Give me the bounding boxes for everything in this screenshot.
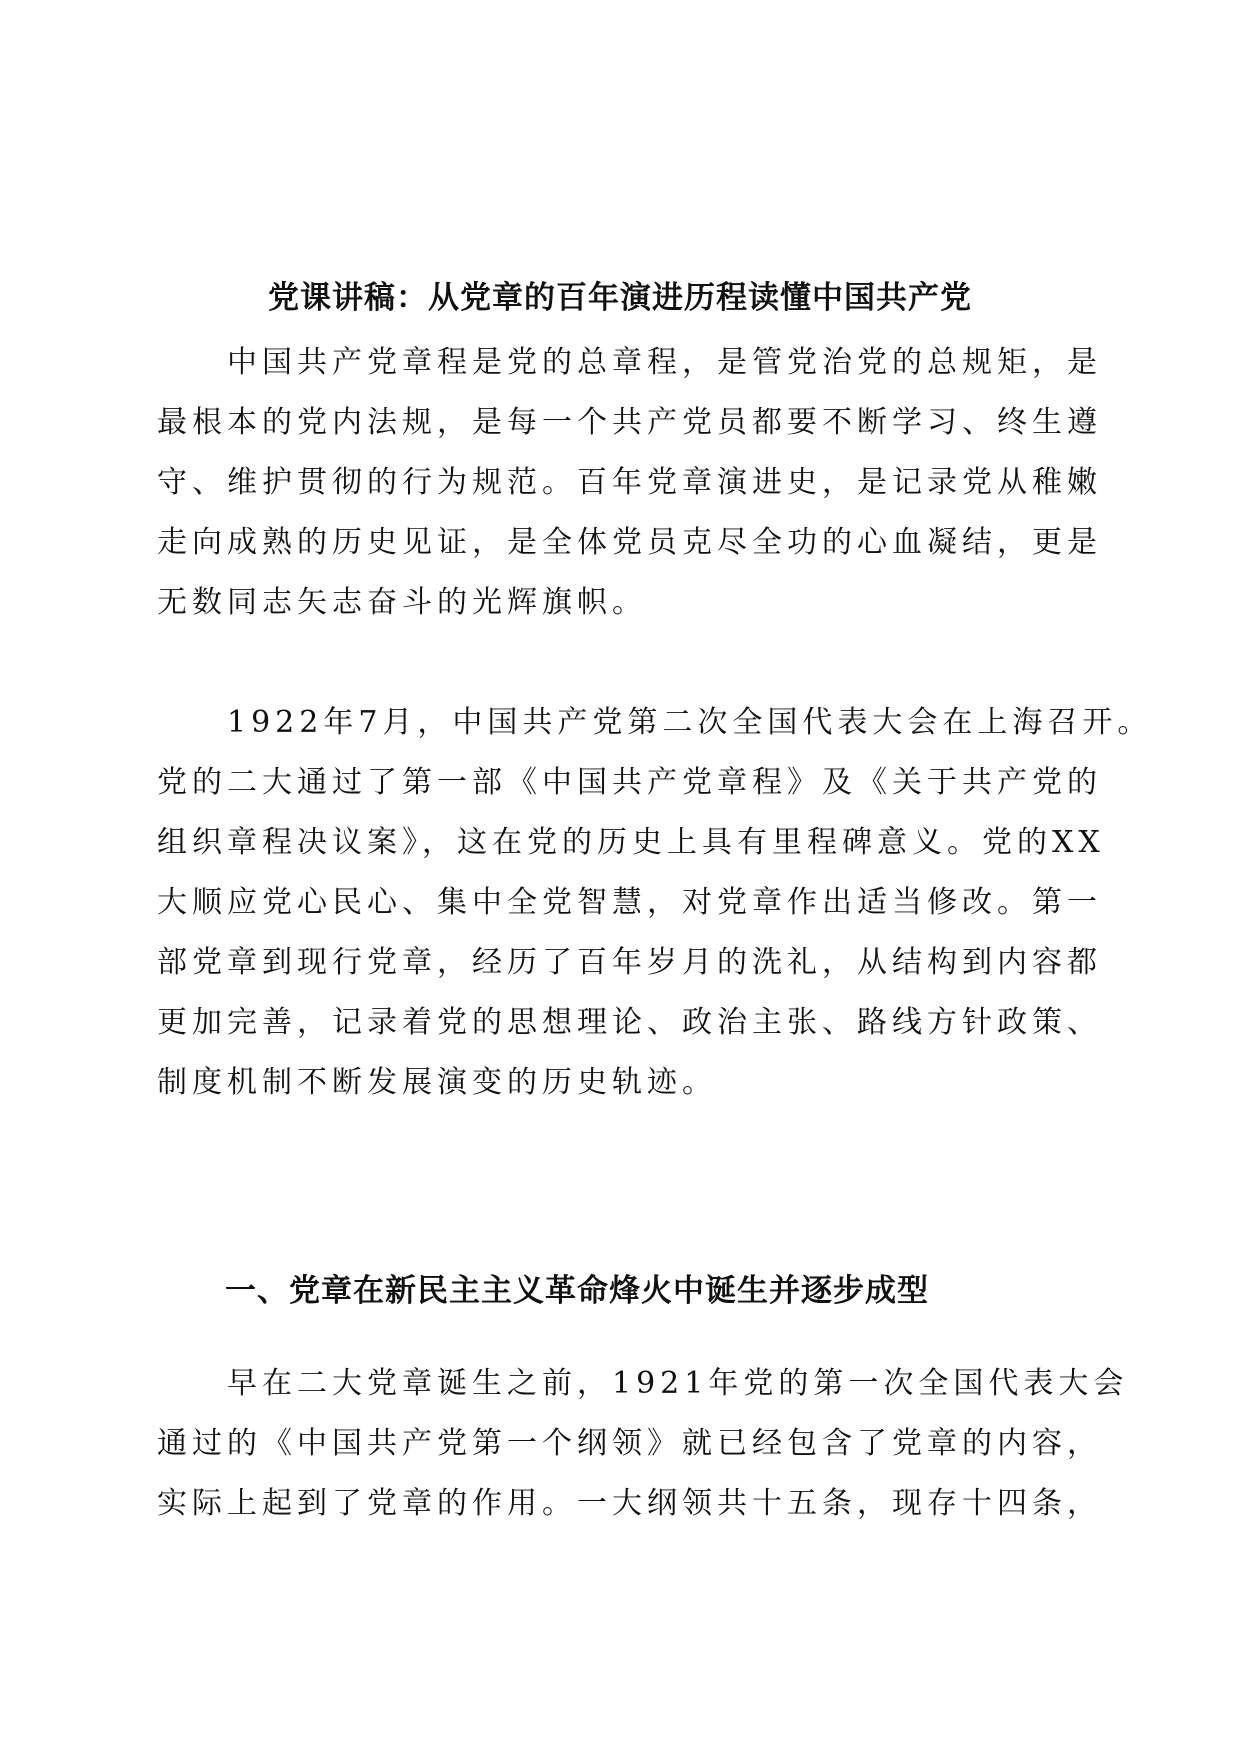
- paragraph-line: 制度机制不断发展演变的历史轨迹。: [157, 1065, 717, 1100]
- document-title: 党课讲稿：从党章的百年演进历程读懂中国共产党: [268, 280, 972, 316]
- paragraph-line: 更加完善，记录着党的思想理论、政治主张、路线方针政策、: [157, 1005, 1102, 1040]
- paragraph-line: 部党章到现行党章，经历了百年岁月的洗礼，从结构到内容都: [157, 945, 1102, 980]
- paragraph-line: 大顺应党心民心、集中全党智慧，对党章作出适当修改。第一: [157, 885, 1102, 920]
- paragraph-line: 无数同志矢志奋斗的光辉旗帜。: [157, 585, 647, 620]
- paragraph-line: 1922年7月，中国共产党第二次全国代表大会在上海召开。: [227, 705, 1153, 740]
- paragraph-line: 走向成熟的历史见证，是全体党员克尽全功的心血凝结，更是: [157, 525, 1102, 560]
- section-heading: 一、党章在新民主主义革命烽火中诞生并逐步成型: [225, 1273, 929, 1309]
- paragraph-line: 党的二大通过了第一部《中国共产党章程》及《关于共产党的: [157, 765, 1102, 800]
- paragraph-line: 组织章程决议案》，这在党的历史上具有里程碑意义。党的XX: [157, 825, 1105, 860]
- paragraph-line: 通过的《中国共产党第一个纲领》就已经包含了党章的内容，: [157, 1426, 1102, 1461]
- paragraph-line: 中国共产党章程是党的总章程，是管党治党的总规矩，是: [227, 345, 1102, 380]
- paragraph-line: 早在二大党章诞生之前，1921年党的第一次全国代表大会: [227, 1366, 1129, 1401]
- paragraph-line: 守、维护贯彻的行为规范。百年党章演进史，是记录党从稚嫩: [157, 465, 1102, 500]
- paragraph-line: 实际上起到了党章的作用。一大纲领共十五条，现存十四条，: [157, 1486, 1102, 1521]
- paragraph-line: 最根本的党内法规，是每一个共产党员都要不断学习、终生遵: [157, 405, 1102, 440]
